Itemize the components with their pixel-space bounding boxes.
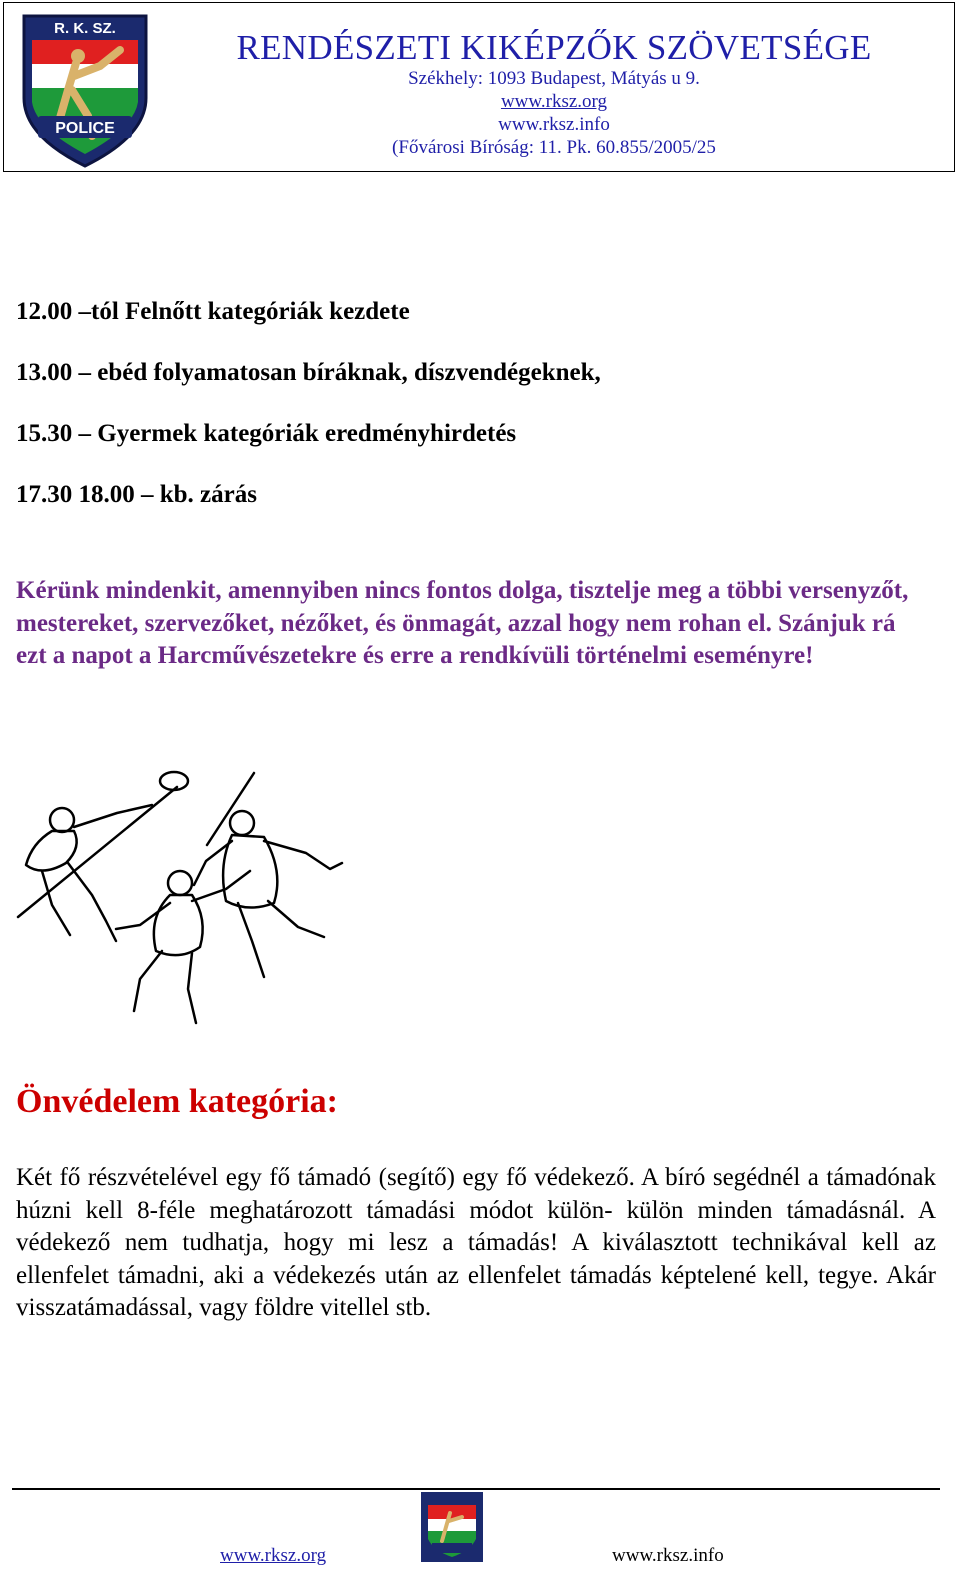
letterhead-text <box>164 29 944 163</box>
logo-badge-text: POLICE <box>55 120 115 137</box>
martial-arts-illustration <box>12 765 357 1030</box>
letterhead <box>3 2 955 172</box>
attendance-notice: Kérünk mindenkit, amennyiben nincs fontos dolga, tisztelje meg a többi versenyzőt, mestereket, szervezőket, nézőket, és önmagát, azzal hogy nem rohan el. Szánjuk rá ezt a napot a Harcművészetekre és erre a rendkívüli történelmi eseményre! <box>16 577 909 669</box>
footer-info-link[interactable]: www.rksz.info <box>612 1545 724 1566</box>
website-info: www.rksz.info <box>498 114 610 135</box>
section-body: Két fő részvételével egy fő támadó (segítő) egy fő védekező. A bíró segédnél a támadónak húzni kell 8-féle meghatározott támadási módot külön- külön minden támadásnál. A védekező nem tudhatja, hogy mi lesz a támadás! A kiválasztott technikával kell az ellenfelet támadni, aki a védekezés után az ellenfelet támadás képtelené kell, tegye. Akár visszatámadással, vagy földre vitellel stb. <box>16 1164 936 1322</box>
court-registration: (Fővárosi Bíróság: 11. Pk. 60.855/2005/25 <box>392 137 716 158</box>
organization-address: Székhely: 1093 Budapest, Mátyás u 9. <box>408 68 700 89</box>
footer-org-link[interactable]: www.rksz.org <box>220 1545 327 1566</box>
logo-lettering: R. K. SZ. <box>54 20 116 37</box>
website-org-link[interactable]: www.rksz.org <box>500 91 608 112</box>
section-title: Önvédelem kategória: <box>16 1083 338 1120</box>
footer-divider <box>12 1488 940 1490</box>
schedule-item: 17.30 18.00 – kb. zárás <box>16 481 257 508</box>
schedule-item: 15.30 – Gyermek kategóriák eredményhirdetés <box>16 420 517 447</box>
schedule-item: 12.00 –tól Felnőtt kategóriák kezdete <box>16 298 410 325</box>
schedule-list <box>16 296 601 540</box>
footer-rksz-logo <box>420 1491 484 1563</box>
organization-name: RENDÉSZETI KIKÉPZŐK SZÖVETSÉGE <box>236 29 872 67</box>
schedule-item: 13.00 – ebéd folyamatosan bíráknak, díszvendégeknek, <box>16 359 601 386</box>
rksz-police-logo <box>16 6 154 170</box>
